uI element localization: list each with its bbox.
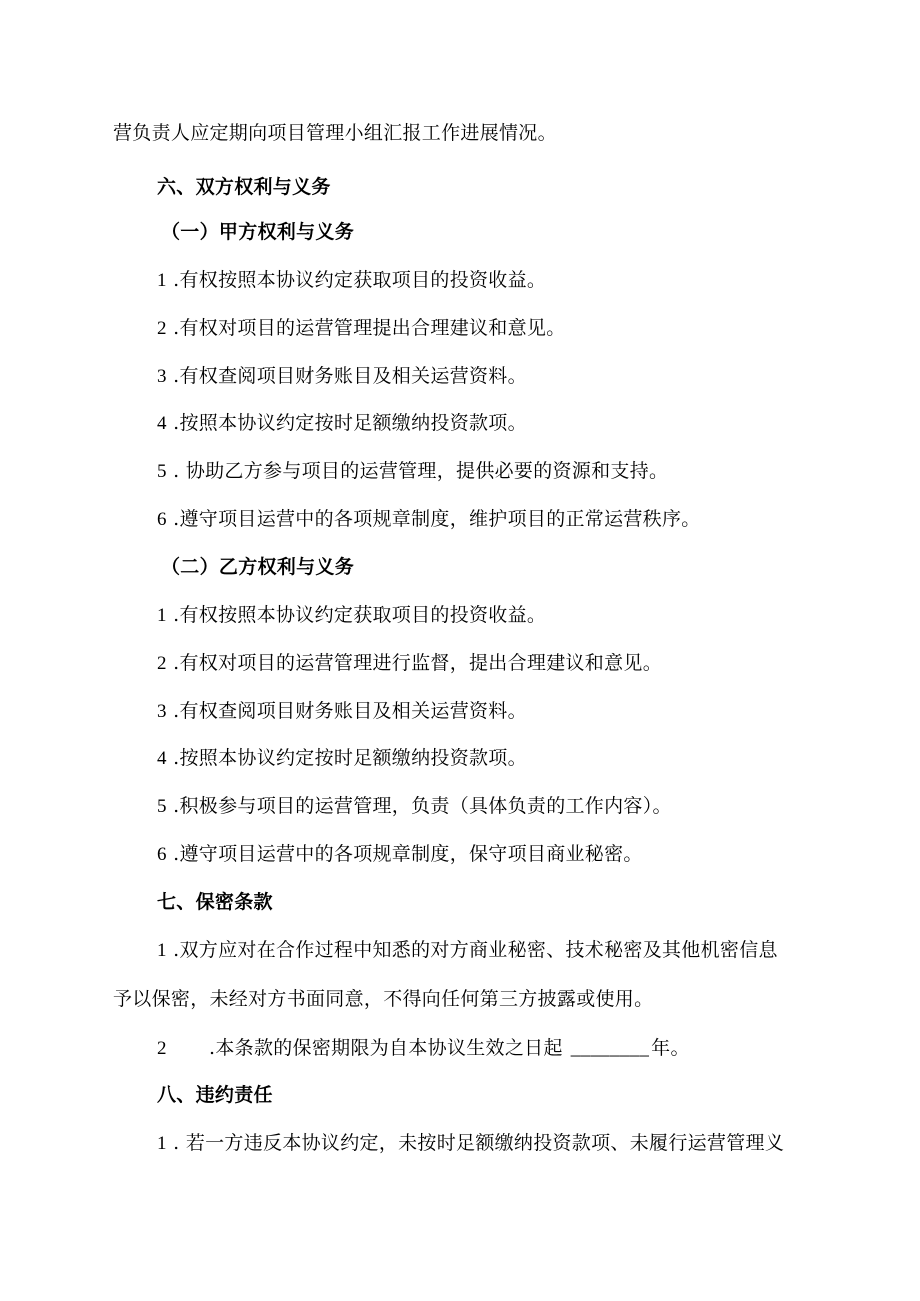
item-number: 1 [157, 1133, 167, 1154]
item-number: 6 [157, 509, 167, 530]
section-7-item-2 [157, 1034, 690, 1063]
item-text: . 若一方违反本协议约定，未按时足额缴纳投资款项、未履行运营管理义 [173, 1132, 785, 1154]
item-text: .遵守项目运营中的各项规章制度，维护项目的正常运营秩序。 [173, 508, 701, 530]
continuation-text: 营负责人应定期向项目管理小组汇报工作进展情况。 [113, 122, 557, 144]
part-b-item-3 [157, 697, 527, 726]
part-b-item-6 [157, 840, 643, 869]
item-text: . 协助乙方参与项目的运营管理，提供必要的资源和支持。 [173, 460, 669, 482]
part-b-heading: （二）乙方权利与义务 [161, 556, 355, 578]
part-a-item-1 [157, 266, 546, 295]
item-text: .积极参与项目的运营管理，负责（具体负责的工作内容）。 [173, 795, 672, 817]
section-7-item-1-continuation: 予以保密，未经对方书面同意，不得向任何第三方披露或使用。 [113, 988, 654, 1010]
part-b-item-5 [157, 792, 672, 821]
item-number: 5 [157, 796, 167, 817]
section-7-item-1 [157, 936, 778, 965]
part-a-item-3 [157, 362, 527, 391]
item-number: 4 [157, 748, 167, 769]
item-number: 6 [157, 844, 167, 865]
part-b-item-2 [157, 649, 662, 678]
part-a-item-2 [157, 314, 566, 343]
item-number: 4 [157, 413, 167, 434]
fill-in-blank: ________ [570, 1038, 650, 1059]
part-b-item-1 [157, 601, 546, 630]
item-text: .有权按照本协议约定获取项目的投资收益。 [173, 269, 547, 291]
section-8-heading: 八、违约责任 [157, 1084, 273, 1106]
item-number: 5 [157, 461, 167, 482]
item-number: 1 [157, 605, 167, 626]
item-text: .按照本协议约定按时足额缴纳投资款项。 [173, 747, 527, 769]
item-text: .遵守项目运营中的各项规章制度，保守项目商业秘密。 [173, 843, 643, 865]
item-number: 1 [157, 270, 167, 291]
item-number: 3 [157, 366, 167, 387]
item-suffix: 年。 [651, 1037, 690, 1059]
part-a-heading: （一）甲方权利与义务 [161, 221, 355, 243]
section-7-heading: 七、保密条款 [157, 891, 273, 913]
item-text: .有权查阅项目财务账目及相关运营资料。 [173, 365, 527, 387]
section-6-heading: 六、双方权利与义务 [157, 176, 331, 198]
item-text: .有权对项目的运营管理提出合理建议和意见。 [173, 317, 566, 339]
item-text: .本条款的保密期限为自本协议生效之日起 [209, 1037, 563, 1059]
item-number: 2 [157, 1038, 167, 1059]
section-8-item-1 [157, 1129, 784, 1158]
item-text: .有权对项目的运营管理进行监督，提出合理建议和意见。 [173, 652, 662, 674]
part-a-item-6 [157, 505, 701, 534]
part-a-item-4 [157, 409, 527, 438]
item-number: 2 [157, 318, 167, 339]
item-text: .双方应对在合作过程中知悉的对方商业秘密、技术秘密及其他机密信息 [173, 939, 778, 961]
item-number: 3 [157, 701, 167, 722]
part-b-item-4 [157, 744, 527, 773]
item-text: .有权查阅项目财务账目及相关运营资料。 [173, 700, 527, 722]
item-number: 2 [157, 653, 167, 674]
item-number: 1 [157, 940, 167, 961]
part-a-item-5 [157, 457, 668, 486]
item-text: .有权按照本协议约定获取项目的投资收益。 [173, 604, 547, 626]
item-text: .按照本协议约定按时足额缴纳投资款项。 [173, 412, 527, 434]
